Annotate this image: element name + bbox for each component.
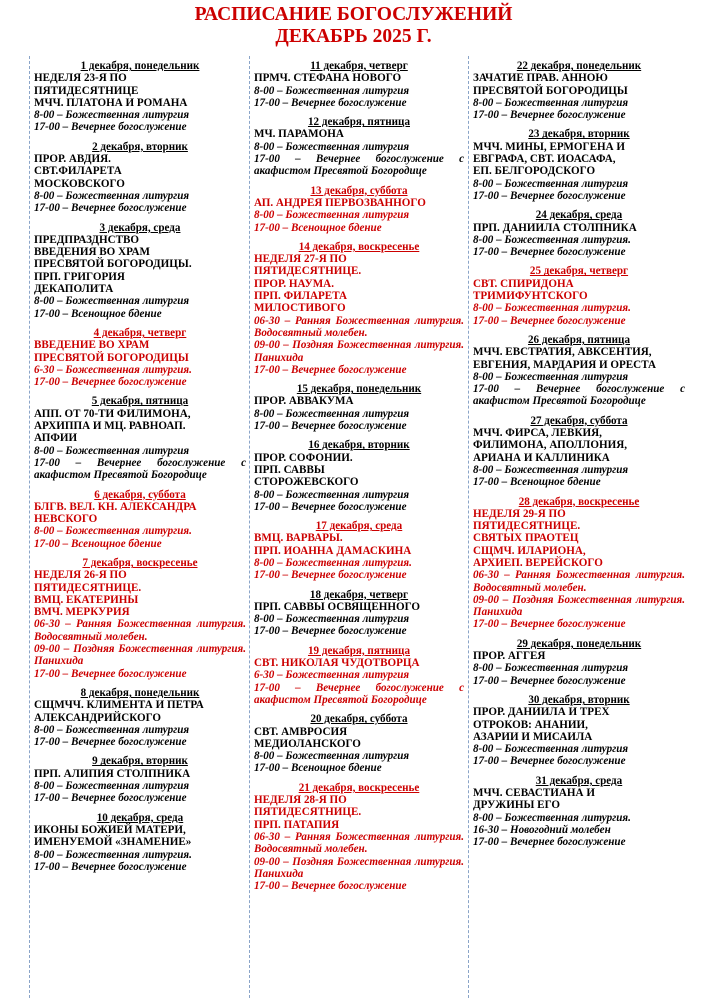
service-time: 8-00 – Божественная литургия — [34, 109, 190, 122]
feast-title-line: ИМЕНУЕМОЙ «ЗНАМЕНИЕ» — [34, 836, 192, 849]
service-time: 17-00 – Всенощное бдение — [254, 221, 382, 234]
service-time: 17-00 – Вечернее богослужение с акафистом Пресвятой Богородице — [254, 153, 464, 178]
feast-title-line: ПРОР. АГГЕЯ — [473, 650, 546, 663]
service-time: 17-00 – Вечернее богослужение — [34, 121, 187, 134]
day-date: 1 декабря, понедельник — [80, 60, 200, 72]
day-date: 14 декабря, воскресенье — [298, 240, 420, 253]
day-entry — [254, 589, 464, 638]
column-separator — [468, 56, 469, 998]
service-time: 06-30 – Ранняя Божественная литургия. Водосвятный молебен. — [254, 830, 464, 856]
service-time: 8-00 – Божественная литургия. — [34, 525, 192, 538]
service-time: 8-00 – Божественная литургия — [473, 662, 629, 675]
day-entry — [254, 439, 464, 513]
service-time: 17-00 – Вечернее богослужение — [473, 755, 626, 768]
day-date: 17 декабря, среда — [315, 520, 403, 533]
day-entry — [34, 327, 246, 388]
feast-title-line: ВМЦ. ВАРВАРЫ. — [254, 532, 343, 545]
feast-title-line: МЧ. ПАРАМОНА — [254, 128, 344, 141]
schedule-column-1 — [34, 60, 246, 1000]
day-date: 24 декабря, среда — [535, 209, 623, 222]
day-entry — [473, 265, 685, 326]
feast-title-line: БЛГВ. ВЕЛ. КН. АЛЕКСАНДРА — [34, 500, 197, 513]
feast-title-line: ПРП. ГРИГОРИЯ — [34, 270, 125, 283]
service-time: 8-00 – Божественная литургия — [34, 295, 190, 308]
feast-title-line: ПРЕДПРАЗДНСТВО — [34, 233, 140, 246]
feast-title-line: МЧЧ. ЕВСТРАТИЯ, АВКСЕНТИЯ, — [473, 346, 652, 359]
service-time: 17-00 – Вечернее богослужение — [473, 189, 626, 202]
service-time: 8-00 – Божественная литургия — [473, 370, 629, 383]
day-entry — [254, 241, 464, 376]
service-time: 17-00 – Вечернее богослужение — [473, 246, 626, 259]
service-time: 17-00 – Вечернее богослужение с акафистом Пресвятой Богородице — [473, 383, 685, 408]
service-time: 8-00 – Божественная литургия — [254, 84, 410, 97]
feast-title-line: МЧЧ. МИНЫ, ЕРМОГЕНА И — [473, 140, 626, 153]
feast-title-line: НЕДЕЛЯ 29-Я ПО — [473, 507, 566, 520]
feast-title-line: ПРП. ПАТАПИЯ — [254, 818, 340, 831]
schedule-column-2 — [254, 60, 464, 1000]
feast-title-line: ПРП. ИОАННА ДАМАСКИНА — [254, 544, 412, 557]
day-date: 22 декабря, понедельник — [516, 60, 642, 72]
day-date: 8 декабря, понедельник — [80, 686, 200, 699]
feast-title-line: ЕП. БЕЛГОРОДСКОГО — [473, 165, 596, 178]
feast-title-line: СТОРОЖЕВСКОГО — [254, 476, 359, 489]
feast-title-line: МЧЧ. ФИРСА, ЛЕВКИЯ, — [473, 427, 602, 440]
feast-title-line: ФИЛИМОНА, АПОЛЛОНИЯ, — [473, 439, 627, 452]
feast-title-line: ПЯТИДЕСЯТНИЦЕ. — [254, 806, 362, 819]
schedule-title: РАСПИСАНИЕ БОГОСЛУЖЕНИЙ — [194, 4, 513, 25]
service-time: 17-00 – Вечернее богослужение — [34, 376, 187, 389]
service-time: 8-00 – Божественная литургия. — [254, 556, 412, 569]
day-entry — [473, 775, 685, 849]
feast-title-line: ПРЕСВЯТОЙ БОГОРОДИЦЫ. — [34, 258, 192, 271]
feast-title-line: СВТ. СПИРИДОНА — [473, 277, 574, 290]
feast-title-line: НЕВСКОГО — [34, 513, 98, 526]
feast-title-line: ПРОР. НАУМА. — [254, 277, 334, 290]
feast-title-line: ЗАЧАТИЕ ПРАВ. АННОЮ — [473, 72, 608, 85]
day-entry — [473, 496, 685, 631]
service-time: 17-00 – Вечернее богослужение — [34, 202, 187, 215]
service-time: 17-00 – Вечернее богослужение — [473, 618, 626, 631]
day-entry — [473, 334, 685, 408]
feast-title-line: ПЯТИДЕСЯТНИЦЕ. — [473, 520, 581, 533]
day-entry — [254, 185, 464, 234]
feast-title-line: ПРОР. АВДИЯ. — [34, 153, 111, 166]
feast-title-line: НЕДЕЛЯ 23-Я ПО — [34, 72, 127, 85]
service-time: 17-00 – Вечернее богослужение — [254, 569, 407, 582]
service-time: 17-00 – Вечернее богослужение — [254, 500, 407, 513]
feast-title-line: ПРП. САВВЫ ОСВЯЩЕННОГО — [254, 600, 421, 613]
day-date: 3 декабря, среда — [99, 221, 181, 234]
day-entry — [254, 645, 464, 706]
service-time: 8-00 – Божественная литургия — [34, 723, 190, 736]
feast-title-line: ЕВГРАФА, СВТ. ИОАСАФА, — [473, 153, 616, 166]
service-time: 17-00 – Вечернее богослужение — [254, 96, 407, 109]
day-entry — [473, 209, 685, 258]
day-date: 18 декабря, четверг — [309, 588, 409, 601]
feast-title-line: ДРУЖИНЫ ЕГО — [473, 799, 560, 812]
service-time: 17-00 – Всенощное бдение — [34, 537, 162, 550]
day-entry — [34, 222, 246, 320]
column-separator — [29, 56, 30, 998]
feast-title-line: НЕДЕЛЯ 28-Я ПО — [254, 794, 347, 807]
feast-title-line: АЛЕКСАНДРИЙСКОГО — [34, 711, 162, 724]
service-time: 8-00 – Божественная литургия — [473, 96, 629, 109]
feast-title-line: ВВЕДЕНИЯ ВО ХРАМ — [34, 246, 150, 259]
feast-title-line: НЕДЕЛЯ 27-Я ПО — [254, 253, 347, 266]
feast-title-line: ВВЕДЕНИЕ ВО ХРАМ — [34, 339, 150, 352]
day-entry — [34, 812, 246, 873]
feast-title-line: МЧЧ. ПЛАТОНА И РОМАНА — [34, 96, 188, 109]
feast-title-line: МИЛОСТИВОГО — [254, 302, 346, 315]
service-time: 06-30 – Ранняя Божественная литургия. Водосвятный молебен. — [34, 618, 246, 643]
service-time: 17-00 – Вечернее богослужение — [34, 792, 187, 805]
service-time: 8-00 – Божественная литургия. — [473, 811, 631, 824]
feast-title-line: ДЕКАПОЛИТА — [34, 283, 114, 296]
feast-title-line: СЩМЧЧ. КЛИМЕНТА И ПЕТРА — [34, 699, 204, 712]
feast-title-line: СВТ. АМВРОСИЯ — [254, 725, 348, 738]
day-date: 2 декабря, вторник — [92, 140, 188, 153]
service-time: 8-00 – Божественная литургия. — [34, 848, 192, 861]
service-time: 17-00 – Вечернее богослужение — [473, 674, 626, 687]
feast-title-line: МЕДИОЛАНСКОГО — [254, 737, 361, 750]
day-entry — [254, 520, 464, 581]
feast-title-line: ИКОНЫ БОЖИЕЙ МАТЕРИ, — [34, 823, 186, 836]
service-time: 17-00 – Вечернее богослужение — [254, 420, 407, 433]
service-time: 17-00 – Вечернее богослужение — [34, 860, 187, 873]
feast-title-line: ПЯТИДЕСЯТНИЦЕ. — [254, 265, 362, 278]
service-time: 8-00 – Божественная литургия — [34, 444, 190, 457]
service-time: 8-00 – Божественная литургия — [34, 189, 190, 202]
day-entry — [473, 60, 685, 121]
service-time: 17-00 – Всенощное бдение — [473, 476, 601, 489]
service-time: 09-00 – Поздняя Божественная литургия. Панихида — [34, 643, 246, 668]
feast-title-line: ЕВГЕНИЯ, МАРДАРИЯ И ОРЕСТА — [473, 358, 657, 371]
service-time: 8-00 – Божественная литургия — [34, 780, 190, 793]
day-entry — [254, 782, 464, 893]
day-date: 28 декабря, воскресенье — [518, 495, 640, 508]
day-date: 16 декабря, вторник — [308, 439, 410, 452]
day-date: 20 декабря, суббота — [310, 713, 408, 726]
schedule-month: ДЕКАБРЬ 2025 Г. — [275, 26, 432, 47]
day-date: 11 декабря, четверг — [310, 60, 408, 72]
day-date: 12 декабря, пятница — [307, 116, 410, 129]
feast-title-line: ОТРОКОВ: АНАНИИ, — [473, 718, 588, 731]
service-time: 17-00 – Вечернее богослужение с акафистом Пресвятой Богородице — [34, 456, 246, 482]
service-time: 16-30 – Новогодний молебен — [473, 823, 611, 836]
feast-title-line: АРХИППА И МЦ. РАВНОАП. — [34, 420, 186, 433]
service-time: 8-00 – Божественная литургия. — [473, 233, 631, 246]
day-entry — [254, 383, 464, 432]
service-time: 17-00 – Вечернее богослужение — [473, 109, 626, 122]
day-entry — [34, 557, 246, 680]
schedule-column-3 — [473, 60, 685, 1000]
day-entry — [473, 128, 685, 202]
day-date: 15 декабря, понедельник — [296, 383, 422, 396]
service-time: 17-00 – Всенощное бдение — [34, 307, 162, 320]
feast-title-line: ПРОР. АВВАКУМА — [254, 395, 354, 408]
day-date: 31 декабря, среда — [535, 774, 623, 787]
feast-title-line: АП. АНДРЕЯ ПЕРВОЗВАННОГО — [254, 196, 426, 209]
day-date: 7 декабря, воскресенье — [82, 556, 198, 569]
day-entry — [34, 60, 246, 134]
feast-title-line: ПРОР. ДАНИИЛА И ТРЕХ — [473, 706, 610, 719]
service-time: 8-00 – Божественная литургия — [254, 488, 410, 501]
day-entry — [254, 60, 464, 109]
service-time: 17-00 – Вечернее богослужение — [254, 880, 407, 893]
feast-title-line: АРХИЕП. ВЕРЕЙСКОГО — [473, 556, 603, 569]
day-date: 27 декабря, суббота — [530, 414, 628, 427]
service-time: 17-00 – Вечернее богослужение — [254, 363, 407, 376]
day-entry — [34, 141, 246, 215]
feast-title-line: ТРИМИФУНТСКОГО — [473, 290, 588, 303]
service-time: 8-00 – Божественная литургия — [254, 209, 410, 222]
day-entry — [254, 116, 464, 177]
service-time: 09-00 – Поздняя Божественная литургия. Панихида — [254, 339, 464, 364]
day-entry — [34, 489, 246, 550]
service-time: 09-00 – Поздняя Божественная литургия. Панихида — [473, 593, 685, 619]
feast-title-line: ВМЦ. ЕКАТЕРИНЫ — [34, 593, 139, 606]
service-time: 17-00 – Вечернее богослужение с акафистом Пресвятой Богородице — [254, 681, 464, 706]
day-date: 29 декабря, понедельник — [516, 637, 642, 650]
feast-title-line: СЩМЧ. ИЛАРИОНА, — [473, 544, 586, 557]
feast-title-line: ПРП. САВВЫ — [254, 463, 325, 476]
service-time: 8-00 – Божественная литургия — [254, 140, 410, 153]
feast-title-line: СВТ.ФИЛАРЕТА — [34, 165, 122, 178]
feast-title-line: ПЯТИДЕСЯТНИЦЕ. — [34, 581, 142, 594]
day-date: 6 декабря, суббота — [94, 488, 186, 501]
feast-title-line: ПРЕСВЯТОЙ БОГОРОДИЦЫ — [34, 351, 189, 364]
service-time: 8-00 – Божественная литургия — [254, 750, 410, 763]
service-time: 06-30 – Ранняя Божественная литургия. Водосвятный молебен. — [254, 314, 464, 339]
service-time: 8-00 – Божественная литургия — [473, 463, 629, 476]
service-time: 17-00 – Всенощное бдение — [254, 762, 382, 775]
service-time: 8-00 – Божественная литургия — [254, 407, 410, 420]
day-date: 19 декабря, пятница — [307, 644, 410, 657]
service-time: 6-30 – Божественная литургия. — [34, 363, 192, 376]
feast-title-line: ПРП. АЛИПИЯ СТОЛПНИКА — [34, 767, 191, 780]
day-entry — [254, 713, 464, 774]
feast-title-line: НЕДЕЛЯ 26-Я ПО — [34, 569, 127, 582]
day-date: 21 декабря, воскресенье — [298, 781, 420, 794]
service-time: 8-00 – Божественная литургия — [473, 743, 629, 756]
feast-title-line: МЧЧ. СЕВАСТИАНА И — [473, 787, 595, 800]
day-date: 4 декабря, четверг — [93, 326, 187, 339]
day-entry — [473, 638, 685, 687]
service-time: 8-00 – Божественная литургия — [254, 613, 410, 626]
day-entry — [473, 415, 685, 489]
service-time: 8-00 – Божественная литургия. — [473, 302, 631, 315]
feast-title-line: ПРОР. СОФОНИИ. — [254, 451, 353, 464]
service-time: 09-00 – Поздняя Божественная литургия. Панихида — [254, 855, 464, 880]
service-time: 17-00 – Вечернее богослужение — [254, 625, 407, 638]
feast-title-line: ПРП. ДАНИИЛА СТОЛПНИКА — [473, 221, 637, 234]
service-time: 17-00 – Вечернее богослужение — [473, 836, 626, 849]
feast-title-line: ВМЧ. МЕРКУРИЯ — [34, 606, 130, 619]
service-time: 17-00 – Вечернее богослужение — [473, 314, 626, 327]
service-time: 06-30 – Ранняя Божественная литургия. Водосвятный молебен. — [473, 569, 685, 594]
feast-title-line: АЗАРИИ И МИСАИЛА — [473, 730, 593, 743]
feast-title-line: ПРЕСВЯТОЙ БОГОРОДИЦЫ — [473, 84, 628, 97]
feast-title-line: АПП. ОТ 70-ТИ ФИЛИМОНА, — [34, 407, 191, 420]
day-date: 13 декабря, суббота — [310, 184, 408, 197]
feast-title-line: ПРМЧ. СТЕФАНА НОВОГО — [254, 72, 402, 85]
day-entry — [34, 395, 246, 481]
day-entry — [34, 687, 246, 748]
feast-title-line: ПРП. ФИЛАРЕТА — [254, 290, 348, 303]
day-date: 26 декабря, пятница — [527, 333, 630, 346]
day-date: 23 декабря, вторник — [528, 128, 630, 141]
feast-title-line: АПФИИ — [34, 432, 78, 445]
service-time: 6-30 – Божественная литургия — [254, 669, 410, 682]
feast-title-line: СВЯТЫХ ПРАОТЕЦ — [473, 532, 579, 545]
schedule-header — [0, 4, 707, 48]
feast-title-line: АРИАНА И КАЛЛИНИКА — [473, 451, 610, 464]
day-entry — [34, 755, 246, 804]
day-date: 25 декабря, четверг — [529, 265, 629, 278]
service-time: 17-00 – Вечернее богослужение — [34, 736, 187, 749]
column-separator — [249, 56, 250, 998]
day-date: 5 декабря, пятница — [91, 395, 189, 408]
service-time: 17-00 – Вечернее богослужение — [34, 667, 187, 680]
feast-title-line: ПЯТИДЕСЯТНИЦЕ — [34, 84, 139, 97]
service-time: 8-00 – Божественная литургия — [473, 177, 629, 190]
day-date: 30 декабря, вторник — [528, 693, 630, 706]
day-entry — [473, 694, 685, 768]
day-date: 10 декабря, среда — [96, 811, 184, 824]
feast-title-line: СВТ. НИКОЛАЯ ЧУДОТВОРЦА — [254, 657, 420, 670]
day-date: 9 декабря, вторник — [92, 755, 188, 768]
feast-title-line: МОСКОВСКОГО — [34, 177, 125, 190]
